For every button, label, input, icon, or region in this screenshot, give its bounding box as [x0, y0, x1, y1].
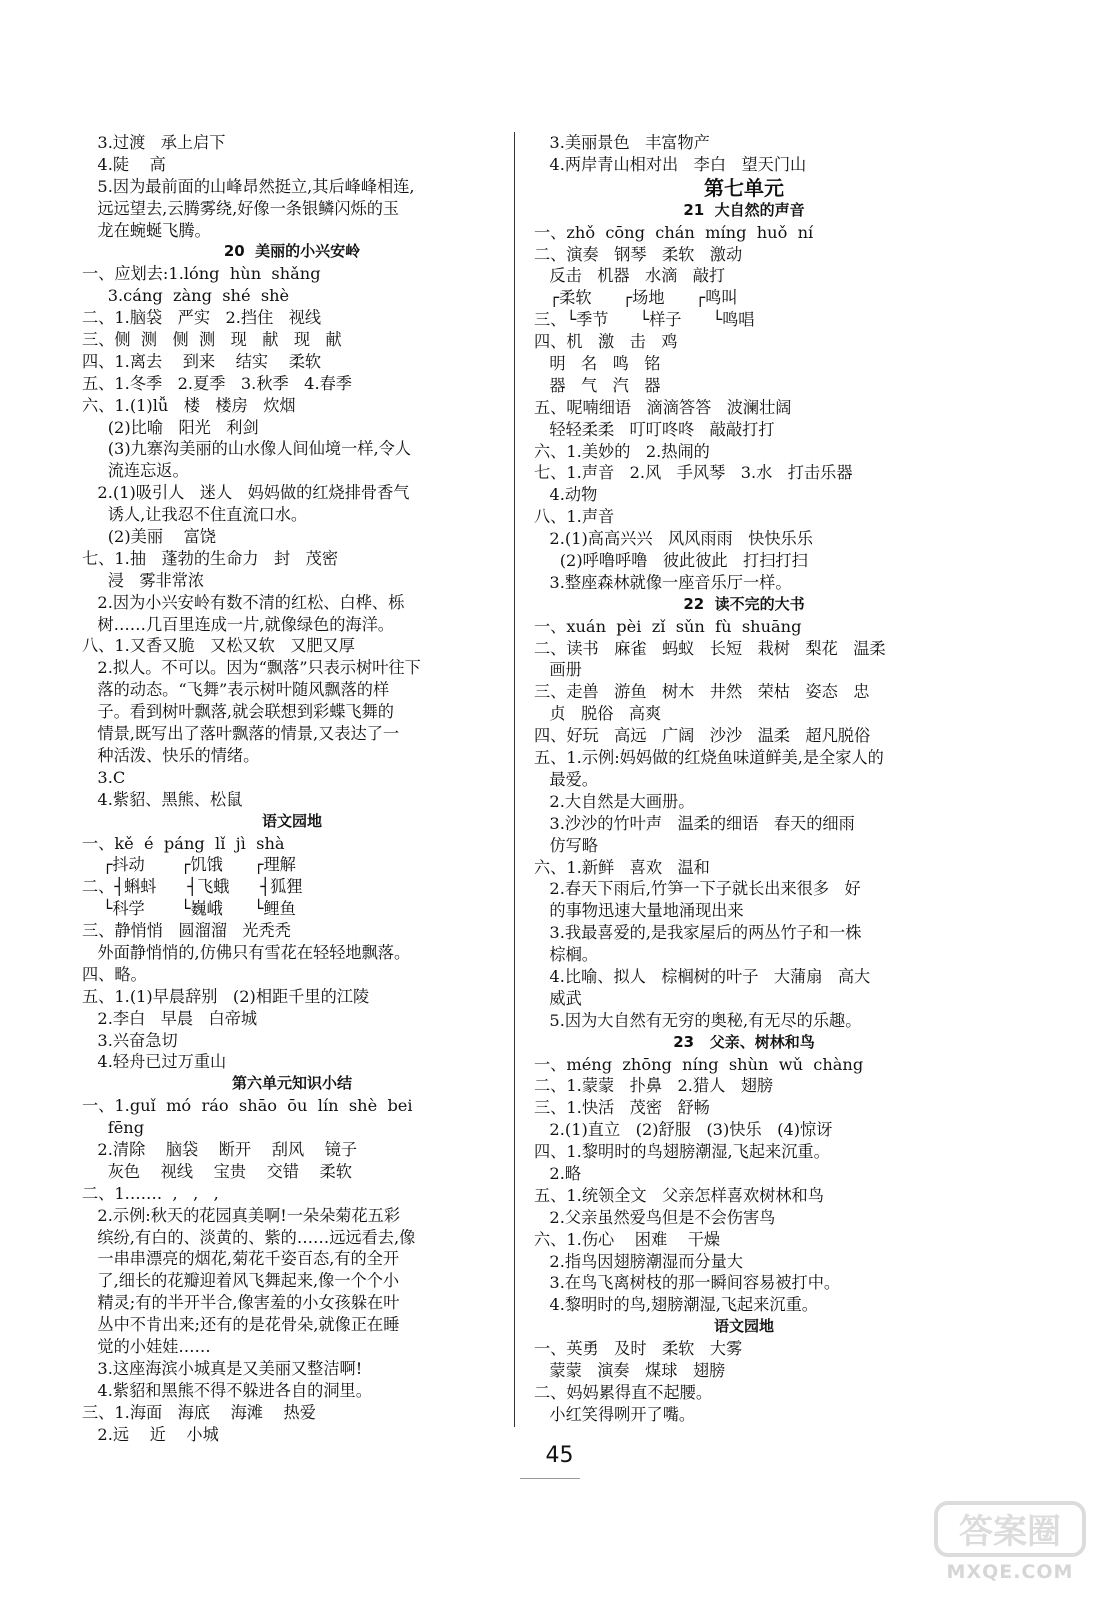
left-line: 三、侧 测 侧 测 现 献 现 献 — [82, 330, 342, 350]
right-line: 反击 机器 水滴 敲打 — [534, 266, 726, 286]
left-line: 2.远 近 小城 — [82, 1424, 219, 1444]
left-line: (2)比喻 阳光 利剑 — [82, 417, 259, 437]
left-line: fēng — [82, 1118, 145, 1138]
right-line: 六、1.新鲜 喜欢 温和 — [534, 857, 710, 877]
left-line: 诱人,让我忍不住直流口水。 — [82, 505, 308, 525]
left-line: 三、静悄悄 圆溜溜 光秃秃 — [82, 921, 291, 941]
right-line: 五、1.示例:妈妈做的红烧鱼味道鲜美,是全家人的 — [534, 748, 884, 768]
right-line: 器 气 汽 器 — [534, 375, 661, 395]
right-line: 2.春天下雨后,竹笋一下子就长出来很多 好 — [534, 879, 861, 899]
right-line: 4.黎明时的鸟,翅膀潮湿,飞起来沉重。 — [534, 1295, 818, 1315]
right-line: 六、1.伤心 困难 干燥 — [534, 1229, 721, 1249]
right-line: 蒙蒙 演奏 煤球 翅膀 — [534, 1360, 726, 1380]
column-divider — [514, 132, 515, 1427]
left-line: 2.拟人。不可以。因为“飘落”只表示树叶往下 — [82, 658, 421, 678]
right-line: 一、zhǒ cōng chán míng huǒ ní — [534, 222, 814, 242]
left-line: 四、1.离去 到来 结实 柔软 — [82, 351, 322, 371]
right-line: 明 名 鸣 铭 — [534, 354, 661, 374]
right-line: 四、1.黎明时的鸟翅膀潮湿,飞起来沉重。 — [534, 1142, 830, 1162]
left-line: 4.紫貂和黑熊不得不躲进各自的洞里。 — [82, 1380, 372, 1400]
left-line: 情景,既写出了落叶飘落的情景,又表达了一 — [82, 724, 400, 744]
right-line: 2.(1)高高兴兴 风风雨雨 快快乐乐 — [534, 529, 813, 549]
right-line: 3.美丽景色 丰富物产 — [534, 133, 710, 152]
left-line: 2.李白 早晨 白帝城 — [82, 1008, 258, 1028]
left-line: 3.这座海滨小城真是又美丽又整洁啊! — [82, 1358, 363, 1378]
right-line: 二、演奏 钢琴 柔软 激动 — [534, 244, 743, 264]
left-heading: 第六单元知识小结 — [231, 1074, 352, 1093]
left-line: 龙在蜿蜒飞腾。 — [82, 220, 211, 240]
right-line: 3.我最喜爱的,是我家屋后的两丛竹子和一株 — [534, 923, 862, 943]
left-line: 2.示例:秋天的花园真美啊!一朵朵菊花五彩 — [82, 1205, 401, 1225]
left-line: 二、1.脑袋 严实 2.挡住 视线 — [82, 308, 322, 328]
right-line: (2)呼噜呼噜 彼此彼此 打扫打扫 — [534, 551, 808, 571]
right-line: 四、好玩 高远 广阔 沙沙 温柔 超凡脱俗 — [534, 726, 871, 746]
left-line: 子。看到树叶飘落,就会联想到彩蝶飞舞的 — [82, 702, 394, 722]
right-line: 4.比喻、拟人 棕榈树的叶子 大蒲扇 高大 — [534, 966, 871, 986]
right-column — [534, 132, 954, 1426]
svg-text:答案圈: 答案圈 — [959, 1512, 1061, 1552]
right-line: 七、1.声音 2.风 手风琴 3.水 打击乐器 — [534, 463, 853, 483]
left-line: 2.清除 脑袋 断开 刮风 镜子 — [82, 1139, 358, 1159]
watermark — [930, 1495, 1090, 1585]
right-line: 二、1.蒙蒙 扑鼻 2.猎人 翅膀 — [534, 1076, 774, 1096]
left-line: └科学 └巍峨 └鲤鱼 — [82, 899, 296, 919]
left-line: 远远望去,云腾雾绕,好像一条银鳞闪烁的玉 — [82, 198, 400, 218]
left-line: 外面静悄悄的,仿佛只有雪花在轻轻地飘落。 — [82, 942, 411, 962]
left-line: 七、1.抽 蓬勃的生命力 封 茂密 — [82, 548, 339, 568]
left-line: 一、kě é páng lǐ jì shà — [82, 833, 285, 853]
watermark-url: MXQE.COM — [946, 1561, 1074, 1583]
right-line: 五、呢喃细语 滴滴答答 波澜壮阔 — [534, 397, 792, 417]
left-line: 种活泼、快乐的情绪。 — [82, 745, 260, 765]
right-line: 贞 脱俗 高爽 — [534, 704, 662, 724]
left-line: 五、1.冬季 2.夏季 3.秋季 4.春季 — [82, 373, 352, 393]
right-line: 4.两岸青山相对出 李白 望天门山 — [534, 154, 807, 174]
left-line: 三、1.海面 海底 海滩 热爱 — [82, 1402, 316, 1422]
right-line: 一、méng zhōng níng shùn wǔ chàng — [534, 1054, 864, 1074]
right-line: 三、1.快活 茂密 舒畅 — [534, 1098, 710, 1118]
right-line: 2.略 — [534, 1163, 582, 1183]
right-line: 六、1.美妙的 2.热闹的 — [534, 441, 710, 461]
right-line: 三、走兽 游鱼 树木 井然 荣枯 姿态 忠 — [534, 682, 870, 702]
right-line: 4.动物 — [534, 485, 598, 505]
left-column — [82, 132, 502, 1445]
left-line: 4.紫貂、黑熊、松鼠 — [82, 789, 243, 809]
left-line: 落的动态。“飞舞”表示树叶随风飘落的样 — [82, 680, 390, 700]
left-line: 一串串漂亮的烟花,菊花千姿百态,有的全开 — [82, 1249, 400, 1269]
left-line: 一、1.guǐ mó ráo shāo ōu lín shè bei — [82, 1096, 413, 1116]
left-line: 流连忘返。 — [82, 461, 189, 481]
right-line: 一、英勇 及时 柔软 大雾 — [534, 1339, 743, 1359]
right-heading: 21 大自然的声音 — [683, 200, 805, 219]
left-line: 树……几百里连成一片,就像绿色的海洋。 — [82, 614, 394, 634]
left-line: 了,细长的花瓣迎着风飞舞起来,像一个个小 — [82, 1271, 400, 1291]
left-line: 2.(1)吸引人 迷人 妈妈做的红烧排骨香气 — [82, 483, 410, 503]
right-line: 威武 — [534, 988, 582, 1008]
left-line: ┌抖动 ┌饥饿 ┌理解 — [82, 855, 296, 875]
watermark-logo-icon — [930, 1495, 1090, 1561]
left-line: 二、1.…… , , , — [82, 1183, 219, 1203]
right-line: 2.大自然是大画册。 — [534, 791, 695, 811]
right-line: 最爱。 — [534, 769, 598, 789]
left-line: 五、1.(1)早晨辞别 (2)相距千里的江陵 — [82, 986, 370, 1006]
right-line: ┌柔软 ┌场地 ┌鸣叫 — [534, 288, 738, 308]
left-line: 八、1.又香又脆 又松又软 又肥又厚 — [82, 636, 355, 656]
left-line: 3.cáng zàng shé shè — [82, 286, 290, 306]
footer-rule — [520, 1478, 580, 1479]
left-line: 四、略。 — [82, 964, 147, 984]
left-line: 3.兴奋急切 — [82, 1030, 178, 1050]
left-line: 4.轻舟已过万重山 — [82, 1052, 227, 1072]
right-line: 3.在鸟飞离树枝的那一瞬间容易被打中。 — [534, 1273, 841, 1293]
right-line: 2.父亲虽然爱鸟但是不会伤害鸟 — [534, 1207, 776, 1227]
left-line: 一、应划去:1.lóng hùn shǎng — [82, 264, 321, 284]
right-line: 二、妈妈累得直不起腰。 — [534, 1382, 713, 1402]
left-heading: 语文园地 — [261, 811, 322, 830]
right-heading: 22 读不完的大书 — [683, 594, 805, 613]
right-line: 二、读书 麻雀 蚂蚁 长短 栽树 梨花 温柔 — [534, 638, 886, 658]
right-line: 3.沙沙的竹叶声 温柔的细语 春天的细雨 — [534, 813, 855, 833]
left-line: 精灵;有的半开半合,像害羞的小女孩躲在叶 — [82, 1293, 400, 1313]
right-line: 四、机 激 击 鸡 — [534, 332, 678, 352]
right-line: 五、1.统领全文 父亲怎样喜欢树林和鸟 — [534, 1185, 824, 1205]
left-line: 缤纷,有白的、淡黄的、紫的……远远看去,像 — [82, 1227, 416, 1247]
right-line: 三、└季节 └样子 └鸣唱 — [534, 310, 755, 330]
right-line: 3.整座森林就像一座音乐厅一样。 — [534, 572, 792, 592]
right-line: 2.指鸟因翅膀潮湿而分量大 — [534, 1251, 743, 1271]
right-heading: 第七单元 — [704, 175, 784, 200]
right-line: 轻轻柔柔 叮叮咚咚 敲敲打打 — [534, 419, 775, 439]
right-line: 2.(1)直立 (2)舒服 (3)快乐 (4)惊讶 — [534, 1120, 833, 1140]
right-line: 仿写略 — [534, 835, 598, 855]
page-number: 45 — [545, 1443, 574, 1468]
left-line: 浸 雾非常浓 — [82, 570, 205, 590]
right-line: 一、xuán pèi zǐ sǔn fù shuāng — [534, 616, 802, 636]
right-line: 的事物迅速大量地涌现出来 — [534, 901, 744, 921]
right-line: 小红笑得咧开了嘴。 — [534, 1404, 696, 1424]
left-line: 丛中不肯出来;还有的是花骨朵,就像正在睡 — [82, 1315, 400, 1335]
left-line: (3)九寨沟美丽的山水像人间仙境一样,令人 — [82, 439, 411, 459]
left-line: 4.陡 高 — [82, 154, 166, 174]
right-heading: 23 父亲、树林和鸟 — [673, 1032, 815, 1051]
left-line: 觉的小娃娃…… — [82, 1336, 211, 1356]
left-line: 二、┤蝌蚪 ┤飞蛾 ┤狐狸 — [82, 877, 303, 897]
left-line: 灰色 视线 宝贵 交错 柔软 — [82, 1161, 352, 1181]
right-line: 棕榈。 — [534, 945, 598, 965]
left-line: 六、1.(1)lǚ 楼 楼房 炊烟 — [82, 395, 296, 415]
left-heading: 20 美丽的小兴安岭 — [223, 242, 361, 261]
right-line: 画册 — [534, 660, 582, 680]
left-line: 3.C — [82, 767, 126, 787]
right-line: 5.因为大自然有无穷的奥秘,有无尽的乐趣。 — [534, 1010, 862, 1030]
left-line: 2.因为小兴安岭有数不清的红松、白桦、栎 — [82, 592, 405, 612]
left-line: 5.因为最前面的山峰昂然挺立,其后峰峰相连, — [82, 176, 415, 196]
right-heading: 语文园地 — [713, 1317, 774, 1336]
left-line: (2)美丽 富饶 — [82, 527, 216, 547]
right-line: 八、1.声音 — [534, 507, 615, 527]
left-line: 3.过渡 承上启下 — [82, 133, 226, 152]
